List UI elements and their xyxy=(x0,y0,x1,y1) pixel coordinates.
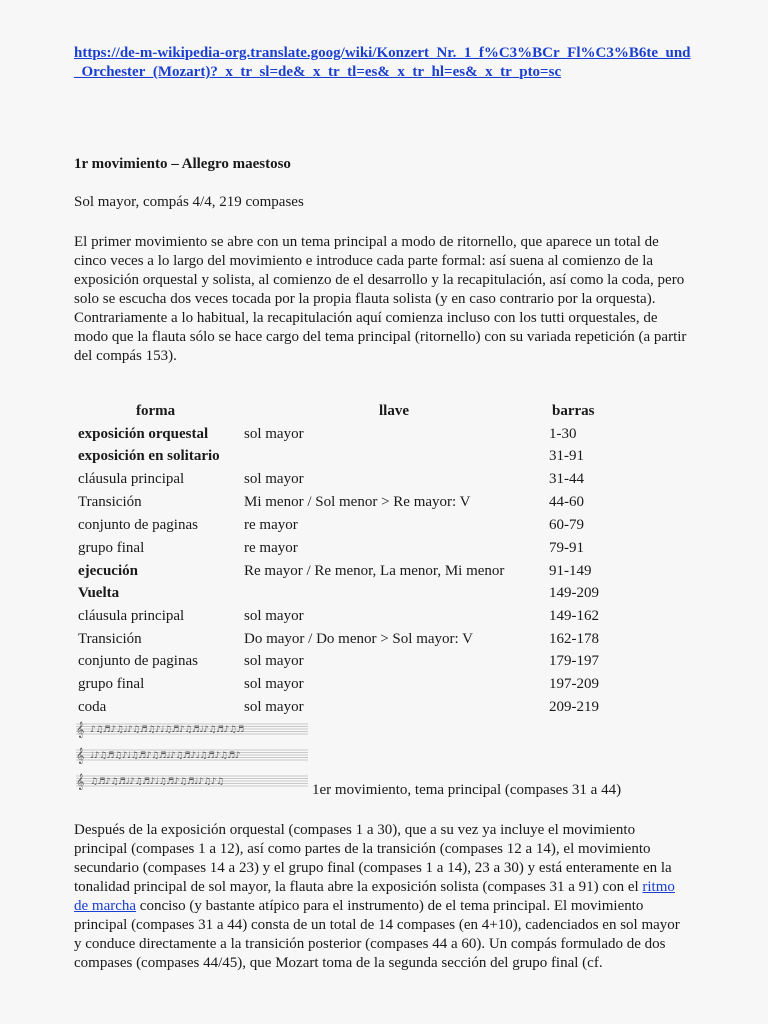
cell-forma: conjunto de paginas xyxy=(78,653,198,669)
cell-llave: Mi menor / Sol menor > Re mayor: V xyxy=(244,494,471,510)
score-caption: 1er movimiento, tema principal (compases 31 a 44) xyxy=(312,782,622,798)
movement-heading: 1r movimiento – Allegro maestoso xyxy=(74,156,291,172)
cell-llave: sol mayor xyxy=(244,653,304,669)
svg-text:♩♪♫♬♫♪♩♫♬♪♫♬♩♪♫♬♪♩♫♬♪♫♬♪: ♩♪♫♬♫♪♩♫♬♪♫♬♩♪♫♬♪♩♫♬♪♫♬♪ xyxy=(90,751,241,761)
cell-forma: Transición xyxy=(78,494,142,510)
svg-text:♪♫♬♪♫♩♪♫♬♫♪♩♫♬♪♫♬♩♪♫♬♪♫♬: ♪♫♬♪♫♩♪♫♬♫♪♩♫♬♪♫♬♩♪♫♬♪♫♬ xyxy=(90,725,244,735)
svg-text:𝄞: 𝄞 xyxy=(76,748,85,764)
cell-llave: sol mayor xyxy=(244,608,304,624)
source-url-link[interactable]: https://de-m-wikipedia-org.translate.goog/wiki/Konzert_Nr._1_f%C3%BCr_Fl%C3%B6te_und_Orchester_(Mozart)?_x_tr_sl=de&_x_tr_tl=es&_x_tr_hl=es&_x_tr_pto=sc xyxy=(74,45,691,80)
cell-forma: coda xyxy=(78,699,107,715)
cell-barras: 79-91 xyxy=(549,540,584,556)
cell-forma: exposición orquestal xyxy=(78,426,209,442)
cell-forma: cláusula principal xyxy=(78,471,185,487)
music-score-image xyxy=(74,718,310,796)
svg-text:♫♬♪♫♬♩♪♫♬♪♩♫♬♪♫♬♩♪♫♪♫: ♫♬♪♫♬♩♪♫♬♪♩♫♬♪♫♬♩♪♫♪♫ xyxy=(90,777,224,787)
cell-llave: Do mayor / Do menor > Sol mayor: V xyxy=(244,631,473,647)
cell-barras: 1-30 xyxy=(549,426,577,442)
cell-llave: sol mayor xyxy=(244,699,304,715)
cell-forma: ejecución xyxy=(78,563,138,579)
cell-forma: conjunto de paginas xyxy=(78,517,198,533)
cell-forma: grupo final xyxy=(78,676,145,692)
cell-forma: Vuelta xyxy=(78,585,120,601)
cell-barras: 149-209 xyxy=(549,585,599,601)
cell-barras: 197-209 xyxy=(549,676,599,692)
cell-forma: cláusula principal xyxy=(78,608,185,624)
cell-llave: re mayor xyxy=(244,540,298,556)
cell-barras: 60-79 xyxy=(549,517,584,533)
header-llave: llave xyxy=(379,403,409,419)
cell-barras: 31-44 xyxy=(549,471,584,487)
cell-llave: Re mayor / Re menor, La menor, Mi menor xyxy=(244,563,505,579)
cell-barras: 179-197 xyxy=(549,653,599,669)
key-meter-line: Sol mayor, compás 4/4, 219 compases xyxy=(74,194,304,210)
cell-llave: sol mayor xyxy=(244,426,304,442)
paragraph-text: conciso (y bastante atípico para el instrumento) de el tema principal. El movimiento principal (compases 31 a 44) consta de un total de 14 compases (en 4+10), cadenciados en sol mayor y conduce directamente a la transición posterior (compases 44 a 60). Un compás formulado de dos compases (compases 44/45), que Mozart toma de la segunda sección del grupo final (cf. xyxy=(74,898,680,971)
header-forma: forma xyxy=(136,403,176,419)
cell-barras: 149-162 xyxy=(549,608,599,624)
cell-forma: Transición xyxy=(78,631,142,647)
svg-text:𝄞: 𝄞 xyxy=(76,722,85,738)
cell-barras: 31-91 xyxy=(549,448,584,464)
svg-text:𝄞: 𝄞 xyxy=(76,774,85,790)
cell-forma: grupo final xyxy=(78,540,145,556)
header-barras: barras xyxy=(552,403,595,419)
cell-forma: exposición en solitario xyxy=(78,448,220,464)
cell-llave: re mayor xyxy=(244,517,298,533)
cell-llave: sol mayor xyxy=(244,471,304,487)
paragraph-text: Después de la exposición orquestal (compases 1 a 30), que a su vez ya incluye el movimiento principal (compases 1 a 12), así como partes de la transición (compases 12 a 14), el movimiento secundario (compases 14 a 23) y el grupo final (compases 1 a 14), 23 a 30) y está enteramente en la tonalidad principal de sol mayor, la flauta abre la exposición solista (compases 31 a 91) con el xyxy=(74,822,672,895)
cell-barras: 91-149 xyxy=(549,563,592,579)
analysis-paragraph xyxy=(74,821,689,973)
cell-barras: 162-178 xyxy=(549,631,599,647)
intro-paragraph: El primer movimiento se abre con un tema principal a modo de ritornello, que aparece un total de cinco veces a lo largo del movimiento e introduce cada parte formal: así suena al comienzo de la exposición orquestal y solista, al comienzo de el desarrollo y la recapitulación, así como la coda, pero solo se escucha dos veces tocada por la propia flauta solista (y en caso contrario por la orquesta). Contrariamente a lo habitual, la recapitulación aquí comienza incluso con los tutti orquestales, de modo que la flauta sólo se hace cargo del tema principal (ritornello) con su variada repetición (a partir del compás 153). xyxy=(74,234,687,364)
ritmo-de-marcha-link[interactable]: ritmo de marcha xyxy=(74,879,675,914)
cell-llave: sol mayor xyxy=(244,676,304,692)
cell-barras: 209-219 xyxy=(549,699,599,715)
cell-barras: 44-60 xyxy=(549,494,584,510)
